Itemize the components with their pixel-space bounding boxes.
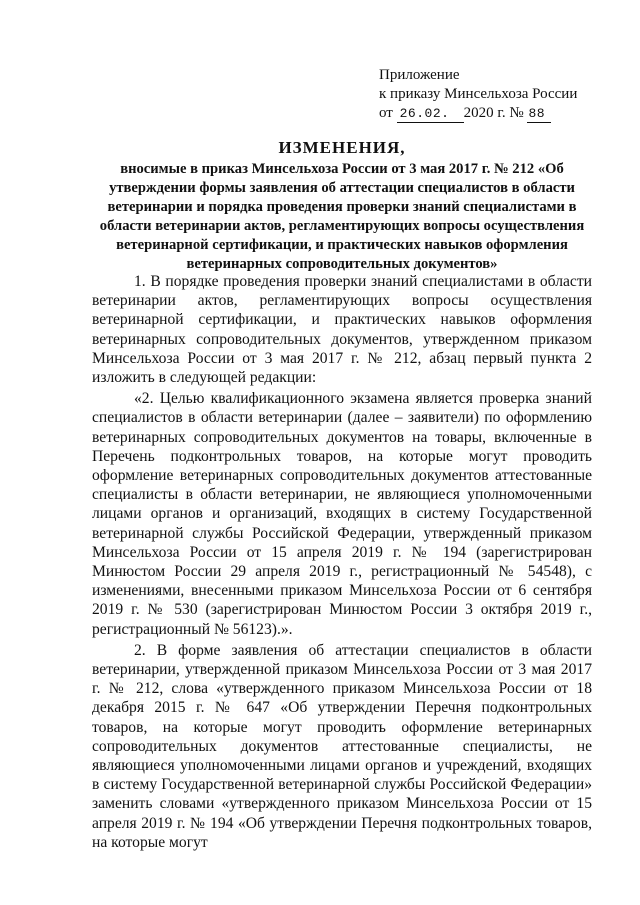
appendix-label: Приложение (379, 67, 460, 83)
date-prefix: от (379, 105, 393, 121)
paragraph-1: 1. В порядке проведения проверки знаний специалистами в области ветеринарии актов, регламентирующих вопросы осуществления ветеринарной сертификации, и практических навыков оформления ветеринарных сопроводительных документов, утвержденном приказом Минсельхоза России от 3 мая 2017 г. № 212, абзац первый пункта 2 изложить в следующей редакции: (92, 273, 592, 387)
number-field (527, 105, 551, 123)
document-heading (92, 136, 592, 274)
appendix-date-line (379, 104, 577, 123)
handwritten-date: 26.02. (399, 106, 450, 121)
paragraph-3: 2. В форме заявления об аттестации специалистов в области ветеринарии, утвержденной приказом Минсельхоза России от 3 мая 2017 г. № 212, слова «утвержденного приказом Минсельхоза России от 18 декабря 2015 г. № 647 «Об утверждении Перечня подконтрольных товаров, на которые могут проводить оформление ветеринарных сопроводительных документов аттестованные специалисты, не являющиеся уполномоченными лицами органов и учреждений, входящих в систему Государственной ветеринарной службы Российской Федерации» заменить словами «утвержденного приказом Минсельхоза России от 15 апреля 2019 г. № 194 «Об утверждении Перечня подконтрольных товаров, на которые могут (92, 641, 592, 851)
heading-subtitle: вносимые в приказ Минсельхоза России от 3 мая 2017 г. № 212 «Об утверждении формы заявления об аттестации специалистов в области ветеринарии и порядка проведения проверки знаний специалистами в области ветеринарии актов, регламентирующих вопросы осуществления ветеринарной сертификации, и практических навыков оформления ветеринарных сопроводительных документов» (99, 161, 585, 272)
date-field (397, 105, 464, 123)
year-and-number-label: 2020 г. № (463, 105, 524, 121)
paragraph-2: «2. Целью квалификационного экзамена является проверка знаний специалистов в области ветеринарии (далее – заявители) по оформлению ветеринарных сопроводительных документов на товары, включенные в Перечень подконтрольных товаров, на которые могут проводить оформление ветеринарных сопроводительных документов аттестованные специалисты в области ветеринарии, не являющиеся уполномоченными лицами органов и организаций, входящих в систему Государственной ветеринарной службы Российской Федерации, утвержденный приказом Минсельхоза России от 15 апреля 2019 г. № 194 (зарегистрирован Минюстом России 29 апреля 2019 г., регистрационный № 54548), с изменениями, внесенными приказом Минсельхоза России от 6 сентября 2019 г. № 530 (зарегистрирован Минюстом России 3 октября 2019 г., регистрационный № 56123).». (92, 390, 592, 638)
handwritten-number: 88 (528, 106, 546, 121)
heading-title: ИЗМЕНЕНИЯ, (278, 138, 406, 157)
appendix-order-reference: к приказу Минсельхоза России (379, 86, 578, 102)
document-body (92, 272, 592, 852)
appendix-block (379, 66, 577, 123)
